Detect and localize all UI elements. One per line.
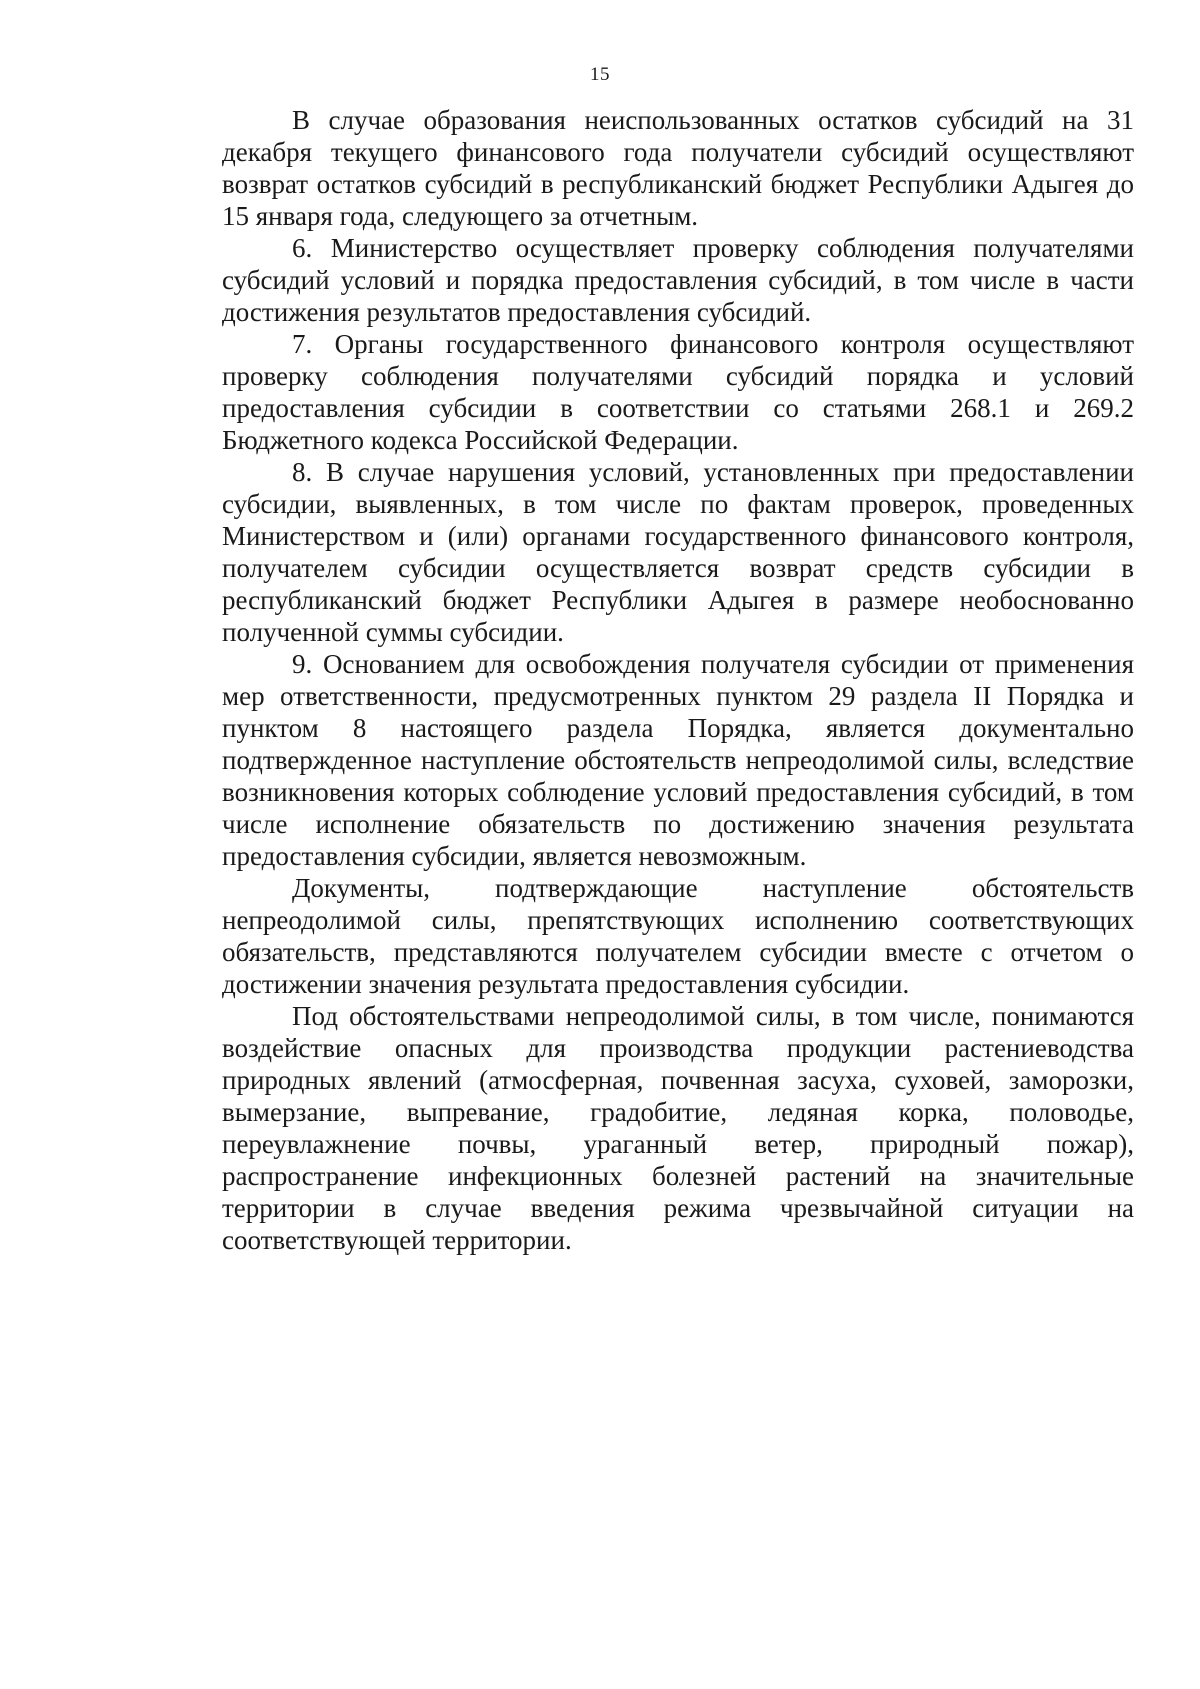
page-number: 15: [590, 64, 610, 85]
paragraph-unused-balances: В случае образования неиспользованных остатков субсидий на 31 декабря текущего финансового года получатели субсидий осуществляют возврат остатков субсидий в республиканский бюджет Республики Адыгея до 15 января года, следующего за отчетным.: [222, 105, 1134, 231]
paragraph-item-8: 8. В случае нарушения условий, установленных при предоставлении субсидии, выявленных, в том числе по фактам проверок, проведенных Министерством и (или) органами государственного финансового контроля, получателем субсидии осуществляется возврат средств субсидии в республиканский бюджет Республики Адыгея в размере необоснованно полученной суммы субсидии.: [222, 457, 1134, 647]
paragraph-item-6: 6. Министерство осуществляет проверку соблюдения получателями субсидий условий и порядка предоставления субсидий, в том числе в части достижения результатов предоставления субсидий.: [222, 233, 1134, 327]
paragraph-item-7: 7. Органы государственного финансового контроля осуществляют проверку соблюдения получателями субсидий порядка и условий предоставления субсидии в соответствии со статьями 268.1 и 269.2 Бюджетного кодекса Российской Федерации.: [222, 329, 1134, 455]
paragraph-force-majeure-documents: Документы, подтверждающие наступление обстоятельств непреодолимой силы, препятствующих исполнению соответствующих обязательств, представляются получателем субсидии вместе с отчетом о достижении значения результата предоставления субсидии.: [222, 873, 1134, 999]
paragraph-force-majeure-definition: Под обстоятельствами непреодолимой силы, в том числе, понимаются воздействие опасных для производства продукции растениеводства природных явлений (атмосферная, почвенная засуха, суховей, заморозки, вымерзание, выпревание, градобитие, ледяная корка, половодье, переувлажнение почвы, ураганный ветер, природный пожар), распространение инфекционных болезней растений на значительные территории в случае введения режима чрезвычайной ситуации на соответствующей территории.: [222, 1001, 1134, 1255]
paragraph-item-9: 9. Основанием для освобождения получателя субсидии от применения мер ответственности, предусмотренных пунктом 29 раздела II Порядка и пунктом 8 настоящего раздела Порядка, является документально подтвержденное наступление обстоятельств непреодолимой силы, вследствие возникновения которых соблюдение условий предоставления субсидий, в том числе исполнение обязательств по достижению значения результата предоставления субсидии, является невозможным.: [222, 649, 1134, 871]
document-body: [222, 104, 1134, 1256]
